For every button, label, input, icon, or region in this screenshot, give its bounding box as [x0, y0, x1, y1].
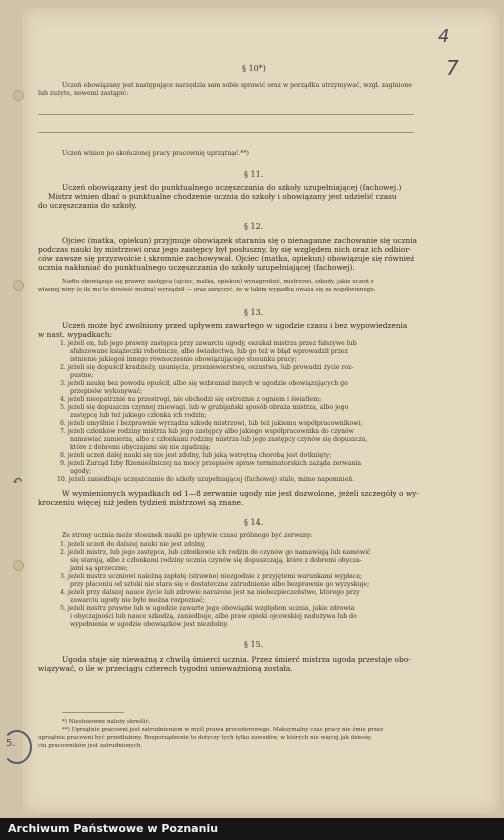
archive-footer-label: Archiwum Państwowe w Poznaniu	[8, 822, 219, 835]
list-item: wypełnienia w ugodzie obowiązków jest niezdolny.	[70, 621, 229, 628]
text-line: wiązywać, o ile w przeciągu czterech tygodni unieważnioną została.	[38, 664, 293, 673]
text-line: do uczęszczania do szkoły.	[38, 201, 137, 210]
text-line: Uczeń obowiązany jest następujące narzędzia sam sobie sprawić oraz w porządku utrzymywać, wzgl. zaginione	[62, 82, 412, 89]
list-item: 1. jeżeli on, lub jego prawny zastępca przy zawarciu ugody, oszukał mistrza przez fałszywe lub	[60, 340, 357, 347]
footnote: *) Niestosowne należy skreślić.	[62, 719, 151, 725]
archive-stamp-number: 5.	[6, 738, 16, 749]
footnote: **) Uprzątnie pracowni jest zatrudnieniem w myśl prawa procederowego. Maksymalny czas pracy nie śmie przez	[62, 727, 384, 733]
list-item: 7. jeżeli członków rodziny mistrza lub jego zastępcy albo jakiego współpracownika do czynów	[60, 428, 354, 435]
section-title: § 10*)	[242, 64, 266, 73]
text-line: lub zużyte, nowemi zastąpić:	[38, 90, 129, 97]
list-item: przy płaceniu od sztuki nie stara się o dostateczne zatrudnienie albo bezprawnie go wyzyskuje;	[70, 581, 370, 588]
blank-line	[38, 132, 414, 133]
list-item: 1. jeżeli uczeń do dalszej nauki nie jest zdolny,	[60, 541, 206, 548]
list-item: 9. jeżeli Zarząd Izby Rzemieślniczej na mocy przepisów spraw terminatorskich zażąda zerwania	[60, 460, 362, 467]
list-item: pustne;	[70, 372, 94, 379]
text-line: Ugoda staje się nieważną z chwilą śmierci ucznia. Przez śmierć mistrza ugoda przestaje obo-	[62, 655, 411, 664]
section-title: § 12.	[244, 222, 264, 231]
text-line: w nast. wypadkach:	[38, 330, 112, 339]
text-line: Uczeń winien po skończonej pracy pracownię uprzątnąć.**)	[62, 150, 249, 157]
punch-hole	[13, 560, 24, 571]
list-item: 3. jeżeli mistrz uczniowi należną zapłatę (strawne) niezgodnie z przyjętemi warunkami wypłaca;	[60, 573, 363, 580]
list-item: zawarciu ugody nie było można rozpoznać;	[70, 597, 205, 604]
punch-hole	[13, 90, 24, 101]
section-title: § 15.	[244, 640, 264, 649]
handwritten-arrow-icon: ↶	[12, 474, 23, 489]
handwritten-number: 7	[446, 56, 459, 80]
list-item: które z dobremi obyczajami się nie zgadzają;	[70, 444, 211, 451]
list-item: przepisów wykonywać;	[70, 388, 143, 395]
text-line: podczas nauki by mistrzowi oraz jego zastępcy był posłuszny, by się względem nich oraz ich odbior-	[38, 245, 412, 254]
section-title: § 13.	[244, 308, 264, 317]
list-item: 2. jeżeli mistrz, lub jego zastępca, lub członkowie ich rodzin do czynów go namawiają lub namówić	[60, 549, 371, 556]
list-item: 8. jeżeli uczeń dalej nauki się nie jest zdolny, lub jaką wstrętną chorobą jest dotknięty;	[60, 452, 332, 459]
text-line: Uczeń obowiązany jest do punktualnego uczęszczania do szkoły uzupełniającej (fachowej.)	[62, 183, 402, 192]
list-item: się starają, albo z członkami rodziny ucznia czynów się dopuszczają, które z dobremi obycza-	[70, 557, 362, 564]
footnote: uprzątnie pracowni być przedłużony. Rozporządzenie to dotyczy tych tylko zawodów, w których nie więcej jak dziesię-	[38, 735, 373, 741]
text-line: Uczeń może być zwolniony przed upływem zawartego w ugodzie czasu i bez wypowiedzenia	[62, 321, 408, 330]
section-title: § 11.	[244, 170, 264, 179]
text-line: kroczeniu więcej niż jeden tydzień mistrzowi są znane.	[38, 498, 244, 507]
list-item: 5. jeżeli się dopuszcza czynnej zniewagi, lub w grubijański sposób obraża mistrza, albo jego	[60, 404, 349, 411]
list-item: sfałszowane książeczki robotnicze, albo świadectwa, lub go też w błąd wprowadził przez	[70, 348, 348, 355]
list-item: jami są sprzeczne;	[70, 565, 128, 572]
text-line: własnej winy (o ile mu to dowieść można) wyrządził — oraz zaręczyć, że w takim wypadku uważa się za współwinnego.	[38, 287, 376, 293]
text-line: W wymienionych wypadkach od 1—8 zerwanie ugody nie jest dozwolone, jeżeli szczegóły o wy-	[62, 489, 419, 498]
list-item: 4. jeżeli przy dalszej nauce życie lub zdrowie narażone jest na niebezpieczeństwo, którego przy	[60, 589, 360, 596]
text-line: Nadto obowiązuje się prawny zastępca (ojciec, matka, opiekun) wynagrodzić, mistrzowi, szkody, jakie uczeń z	[62, 279, 374, 285]
footnote: ciu pracowników jest zatrudnionych.	[38, 743, 143, 749]
list-item: 6. jeżeli umyślnie i bezprawnie wyrządza szkodę mistrzowi, lub też jakiemu współpracownikowi;	[60, 420, 363, 427]
text-line: ucznia nakłaniać do punktualnego uczęszczania do szkoły uzupełniającej (fachowej).	[38, 263, 355, 272]
list-item: 5. jeżeli mistrz prawne lub w ugodzie zawarte jego obowiązki względem ucznia, jakie zdrowia	[60, 605, 355, 612]
text-line: Ojciec (matka, opiekun) przyjmuje obowiązek starania się o nienaganne zachowanie się ucznia	[62, 236, 418, 245]
list-item: i obyczajności lub nauce szkodzą, zaniedbuje, albo praw opieki ojcowskiej nadużywa lub do	[70, 613, 357, 620]
list-item: istnienie jakiegoś innego równoczesnie obowiązującego stosunku pracy;	[70, 356, 297, 363]
text-line: Ze strony ucznia może stosunek nauki po upływie czasu próbnego być zerwany:	[62, 532, 313, 539]
section-title: § 14.	[244, 518, 264, 527]
punch-hole	[13, 280, 24, 291]
list-item: namawiać zamierza, albo z członkami rodziny mistrza lub jego zastępcy czynów się dopuszcza,	[70, 436, 368, 443]
list-item: ugody;	[70, 468, 92, 475]
list-item: 10. jeżeli zaniedbuje uczęszczanie do szkoły uzupełniającej (fachowej) stale, mimo napomnień.	[57, 476, 355, 483]
list-item: zastępcę lub też jakiego członka ich rodzin;	[70, 412, 207, 419]
text-line: ców zawsze się przyzwoicie i skromnie zachowywał. Ojciec (matka, opiekun) obowiązuje się również	[38, 254, 415, 263]
list-item: 4. jeżeli nieopatrznie na przestrogi, nie obchodzi się ostrożnie z ogniem i światłem;	[60, 396, 322, 403]
list-item: 2. jeżeli się dopuścił kradzieży, usunięcia, przeniewierstwa, oszustwa, lub prowadzi życie roz-	[60, 364, 354, 371]
footnote-divider	[62, 712, 124, 713]
text-line: Mistrz winien dbać o punktualne chodzenie ucznia do szkoły i obowiązany jest udzielić czasu	[48, 192, 397, 201]
blank-line	[38, 114, 414, 115]
list-item: 3. jeżeli naukę bez powodu opuścił, albo się wzbraniał innych w ugodzie obowiązujących go	[60, 380, 348, 387]
handwritten-number: 4	[438, 26, 450, 47]
